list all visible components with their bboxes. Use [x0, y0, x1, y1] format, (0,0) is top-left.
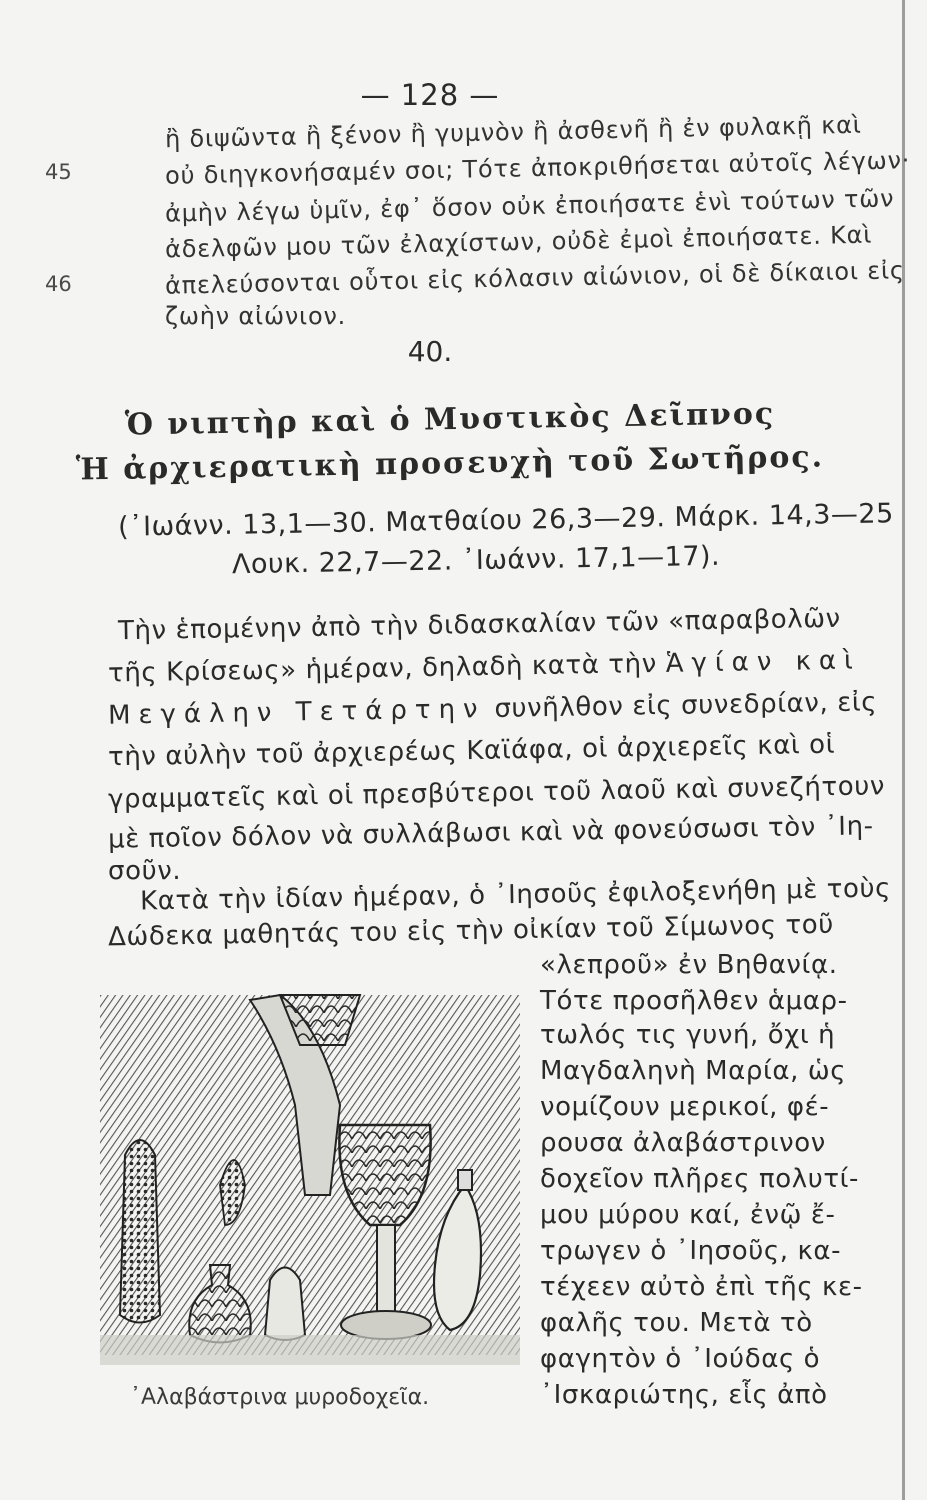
paragraph-line: Δώδεκα μαθητάς του εἰς τὴν οἰκίαν τοῦ Σίμωνος τοῦ	[107, 909, 835, 953]
column-line: «λεπροῦ» ἐν Βηθανίᾳ.	[540, 950, 838, 980]
verse-line: ἀδελφῶν μου τῶν ἐλαχίστων, οὐδὲ ἐμοὶ ἐποιήσατε. Καὶ	[164, 220, 873, 264]
verse-line: οὐ διηγκονήσαμέν σοι; Τότε ἀποκριθήσεται αὐτοῖς λέγων·	[164, 146, 911, 190]
column-line: ᾽Ισκαριώτης, εἷς ἀπὸ	[540, 1380, 828, 1410]
paragraph-line: Τὴν ἑπομένην ἀπὸ τὴν διδασκαλίαν τῶν «παραβολῶν	[117, 603, 841, 647]
paragraph-text: τῆς Κρίσεως» ἡμέραν, δηλαδὴ κατὰ τὴν	[107, 648, 658, 689]
verse-number-45: 45	[45, 160, 72, 184]
paragraph-line: μὲ ποῖον δόλον νὰ συλλάβωσι καὶ νὰ φονεύσωσι τὸν ᾽Ιη-	[107, 811, 874, 855]
paragraph-line	[108, 645, 861, 688]
column-line: νομίζουν μερικοί, φέ-	[540, 1092, 830, 1122]
spaced-emphasis: Μεγάλην Τετάρτην	[107, 694, 486, 731]
verse-line: ἀπελεύσονται οὗτοι εἰς κόλασιν αἰώνιον, οἱ δὲ δίκαιοι εἰς	[164, 256, 906, 300]
column-line: ρουσα ἀλαβάστρινον	[540, 1128, 826, 1158]
column-line: φαγητὸν ὁ ᾽Ιούδας ὁ	[540, 1344, 821, 1374]
scripture-references: (᾽Ιωάνν. 13,1—30. Ματθαίου 26,3—29. Μάρκ. 14,3—25	[117, 498, 895, 543]
paragraph-line: σοῦν.	[108, 856, 182, 886]
verse-line: ἢ διψῶντα ἢ ξένον ἢ γυμνὸν ἢ ἀσθενῆ ἢ ἐν φυλακῇ καὶ	[164, 110, 862, 154]
page-number: — 128 —	[360, 78, 500, 112]
verse-line: ζωὴν αἰώνιον.	[165, 302, 347, 330]
alabaster-vessels-illustration	[100, 985, 520, 1365]
section-title: Ὁ νιπτὴρ καὶ ὁ Μυστικὸς Δεῖπνος	[124, 396, 776, 443]
paragraph-line: Κατὰ τὴν ἰδίαν ἡμέραν, ὁ ᾽Ιησοῦς ἐφιλοξενήθη μὲ τοὺς	[139, 873, 892, 917]
column-line: Τότε προσῆλθεν ἁμαρ-	[540, 986, 848, 1016]
spaced-emphasis: Ἁγίαν καὶ	[665, 645, 862, 679]
column-line: Μαγδαληνὴ Μαρία, ὡς	[540, 1056, 847, 1086]
paragraph-line: γραμματεῖς καὶ οἱ πρεσβύτεροι τοῦ λαοῦ καὶ συνεζήτουν	[107, 771, 886, 815]
column-line: φαλῆς του. Μετὰ τὸ	[540, 1308, 813, 1338]
illustration-caption: ᾽Αλαβάστρινα μυροδοχεῖα.	[130, 1385, 430, 1410]
chapter-number: 40.	[407, 335, 453, 368]
verse-number-46: 46	[45, 272, 72, 296]
paragraph-text: συνῆλθον εἰς συνεδρίαν, εἰς	[494, 687, 878, 724]
page-edge	[902, 0, 905, 1500]
paragraph-line: τὴν αὐλὴν τοῦ ἀρχιερέως Καϊάφα, οἱ ἀρχιερεῖς καὶ οἱ	[107, 729, 836, 773]
verse-line: ἀμὴν λέγω ὑμῖν, ἐφ᾽ ὅσον οὐκ ἐποιήσατε ἑνὶ τούτων τῶν	[164, 184, 895, 228]
column-line: τρωγεν ὁ ᾽Ιησοῦς, κα-	[540, 1236, 842, 1266]
column-line: δοχεῖον πλῆρες πολυτί-	[540, 1164, 860, 1194]
paragraph-line	[108, 687, 878, 730]
column-line: τέχεεν αὐτὸ ἐπὶ τῆς κε-	[540, 1272, 863, 1302]
column-line: μου μύρου καί, ἐνῷ ἔ-	[540, 1200, 836, 1230]
column-line: τωλός τις γυνή, ὄχι ἡ	[540, 1020, 836, 1050]
scripture-references-cont: Λουκ. 22,7—22. ᾽Ιωάνν. 17,1—17).	[231, 540, 721, 581]
section-subtitle: Ἡ ἀρχιερατικὴ προσευχὴ τοῦ Σωτῆρος.	[75, 439, 825, 488]
